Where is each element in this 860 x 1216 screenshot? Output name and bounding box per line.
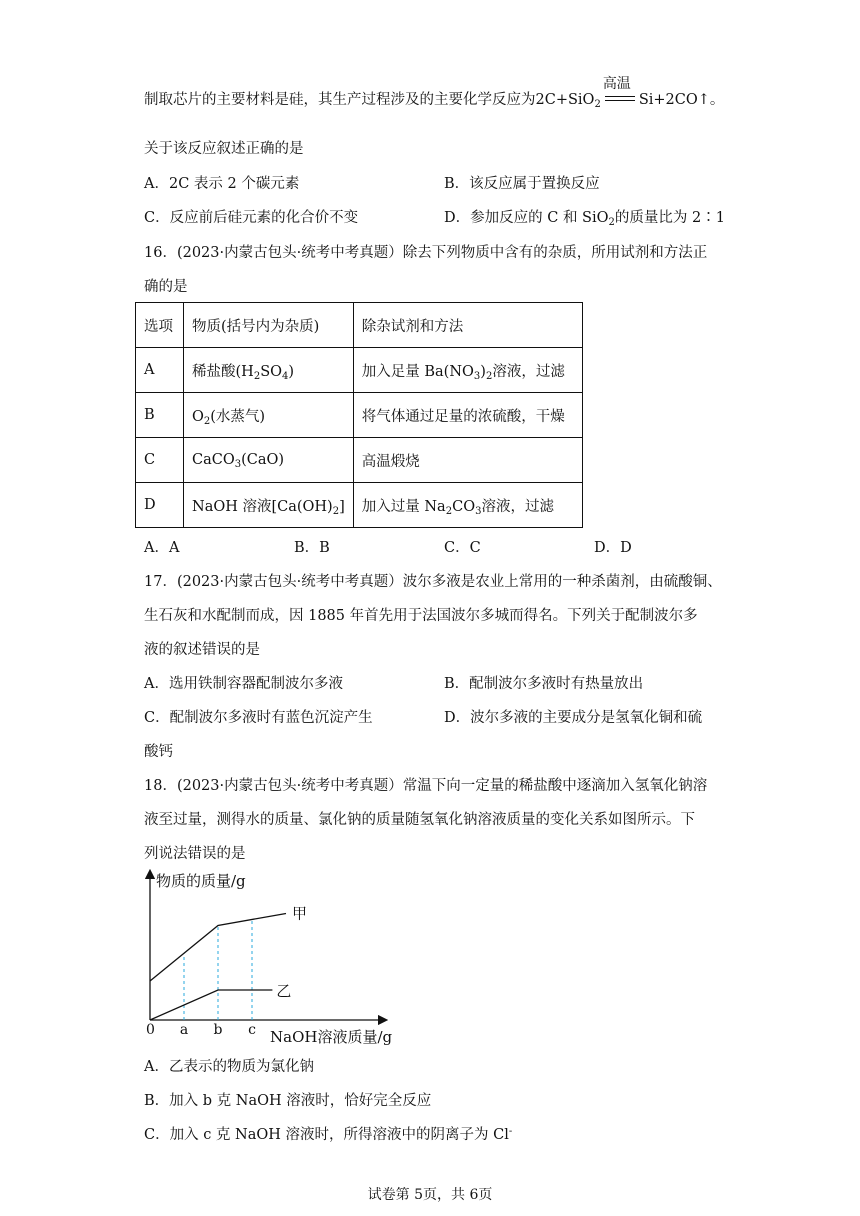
equals-sign <box>605 96 635 101</box>
q15-option-c: C．反应前后硅元素的化合价不变 <box>144 210 359 226</box>
table-row <box>136 393 583 438</box>
subscript: 2 <box>332 505 340 517</box>
table-header-cell: 物质(括号内为杂质) <box>184 303 354 348</box>
series-label-yi: 乙 <box>276 982 292 1000</box>
q17-option-c: C．配制波尔多液时有蓝色沉淀产生 <box>144 710 373 726</box>
subscript: 3 <box>234 459 242 470</box>
text: NaOH 溶液[Ca(OH) <box>192 498 333 515</box>
reaction-condition <box>602 76 635 110</box>
q18-option-a: A．乙表示的物质为氯化钠 <box>144 1059 314 1075</box>
q15-option-d-post: 的质量比为 2∶1 <box>614 210 725 226</box>
q17-option-d: D．波尔多液的主要成分是氢氧化铜和硫 <box>444 710 703 726</box>
table-cell-key: A <box>136 348 184 393</box>
q16-option-a: A．A <box>144 540 180 556</box>
text: SO <box>260 363 283 380</box>
q17-option-b: B．配制波尔多液时有热量放出 <box>444 676 644 692</box>
x-axis-label: NaOH溶液质量/g <box>270 1028 393 1046</box>
q17-stem-line1: 17．(2023·内蒙古包头·统考中考真题）波尔多液是农业上常用的一种杀菌剂，由硫酸铜、 <box>144 574 722 590</box>
q18-option-b: B．加入 b 克 NaOH 溶液时，恰好完全反应 <box>144 1093 432 1109</box>
table-cell-substance <box>184 393 354 438</box>
q17-option-a: A．选用铁制容器配制波尔多液 <box>144 676 343 692</box>
table-cell-key: B <box>136 393 184 438</box>
text: (CaO) <box>241 452 285 468</box>
q17-stem-line3: 液的叙述错误的是 <box>144 642 260 658</box>
table-cell-substance <box>184 438 354 483</box>
subscript: 4 <box>282 370 289 382</box>
table-cell-substance <box>184 348 354 393</box>
table-header-cell: 除杂试剂和方法 <box>353 303 582 348</box>
q15-stem-line1 <box>144 76 725 110</box>
q15-eq-left-sub: 2 <box>594 99 601 110</box>
reaction-condition-label: 高温 <box>602 76 631 92</box>
page-footer: 试卷第 5页，共 6页 <box>367 1187 493 1203</box>
text: CaCO <box>192 452 235 468</box>
q15-eq-right: Si+2CO↑。 <box>638 92 725 108</box>
q18-option-c <box>144 1125 512 1145</box>
table-cell-key: C <box>136 438 184 483</box>
q16-table <box>135 302 583 528</box>
table-cell-key: D <box>136 483 184 528</box>
q16-option-b: B．B <box>294 540 330 556</box>
q18-option-c-sup: - <box>508 1126 513 1137</box>
q17-stem-line2: 生石灰和水配制而成，因 1885 年首先用于法国波尔多城而得名。下列关于配制波尔多 <box>144 608 698 624</box>
text: 加入过量 Na <box>361 498 446 515</box>
q16-option-d: D．D <box>594 540 632 556</box>
text: O <box>192 408 204 425</box>
q15-option-a: A．2C 表示 2 个碳元素 <box>144 176 300 192</box>
q18-stem-line2: 液至过量，测得水的质量、氯化钠的质量随氢氧化钠溶液质量的变化关系如图所示。下 <box>144 812 695 828</box>
q16-stem-line1: 16．(2023·内蒙古包头·统考中考真题）除去下列物质中含有的杂质，所用试剂和方法正 <box>144 245 708 261</box>
x-tick-label: b <box>213 1022 223 1038</box>
table-cell-method <box>353 348 582 393</box>
q15-option-d-sub: 2 <box>608 217 615 228</box>
q15-stem-line2: 关于该反应叙述正确的是 <box>144 141 304 157</box>
text: ) <box>288 363 295 380</box>
table-header-cell: 选项 <box>136 303 184 348</box>
text: 稀盐酸(H <box>192 363 254 380</box>
text: 溶液，过滤 <box>481 498 554 515</box>
y-axis-label: 物质的质量/g <box>156 872 246 890</box>
q18-option-c-text: C．加入 c 克 NaOH 溶液时，所得溶液中的阴离子为 Cl <box>144 1127 509 1143</box>
series-label-jia: 甲 <box>292 904 308 923</box>
table-cell-substance <box>184 483 354 528</box>
x-tick-label: a <box>179 1022 189 1038</box>
subscript: 2 <box>253 370 261 382</box>
table-cell-method: 高温煅烧 <box>353 438 582 483</box>
text: ) <box>480 363 486 380</box>
q15-option-d <box>444 208 725 228</box>
subscript: 2 <box>485 370 493 382</box>
text: 加入足量 Ba(NO <box>361 363 474 380</box>
q15-stem-prefix: 制取芯片的主要材料是硅，其生产过程涉及的主要化学反应为 <box>144 92 536 108</box>
q15-option-d-pre: D．参加反应的 C 和 SiO <box>444 210 609 226</box>
q15-eq-left: 2C+SiO <box>535 92 595 108</box>
q18-stem-line3: 列说法错误的是 <box>144 846 246 862</box>
subscript: 3 <box>473 370 481 382</box>
table-row <box>136 438 583 483</box>
q18-stem-line1: 18．(2023·内蒙古包头·统考中考真题）常温下向一定量的稀盐酸中逐滴加入氢氧化钠溶 <box>144 778 708 794</box>
subscript: 2 <box>445 505 453 517</box>
text: 溶液，过滤 <box>492 363 565 380</box>
q15-option-b: B．该反应属于置换反应 <box>444 176 600 192</box>
table-row <box>136 483 583 528</box>
table-row <box>136 348 583 393</box>
text: (水蒸气) <box>210 408 266 425</box>
q16-stem-line2: 确的是 <box>144 279 188 295</box>
table-header-row <box>136 303 583 348</box>
origin-label: 0 <box>146 1022 155 1038</box>
subscript: 3 <box>475 505 482 517</box>
q18-chart <box>138 868 398 1048</box>
text: ] <box>339 498 345 515</box>
text: CO <box>452 498 476 515</box>
subscript: 2 <box>203 415 211 427</box>
q17-option-d-cont: 酸钙 <box>144 744 173 760</box>
q16-option-c: C．C <box>444 540 481 556</box>
x-tick-label: c <box>248 1022 256 1038</box>
table-cell-method: 将气体通过足量的浓硫酸，干燥 <box>353 393 582 438</box>
series-line-yi <box>150 990 272 1020</box>
table-cell-method <box>353 483 582 528</box>
